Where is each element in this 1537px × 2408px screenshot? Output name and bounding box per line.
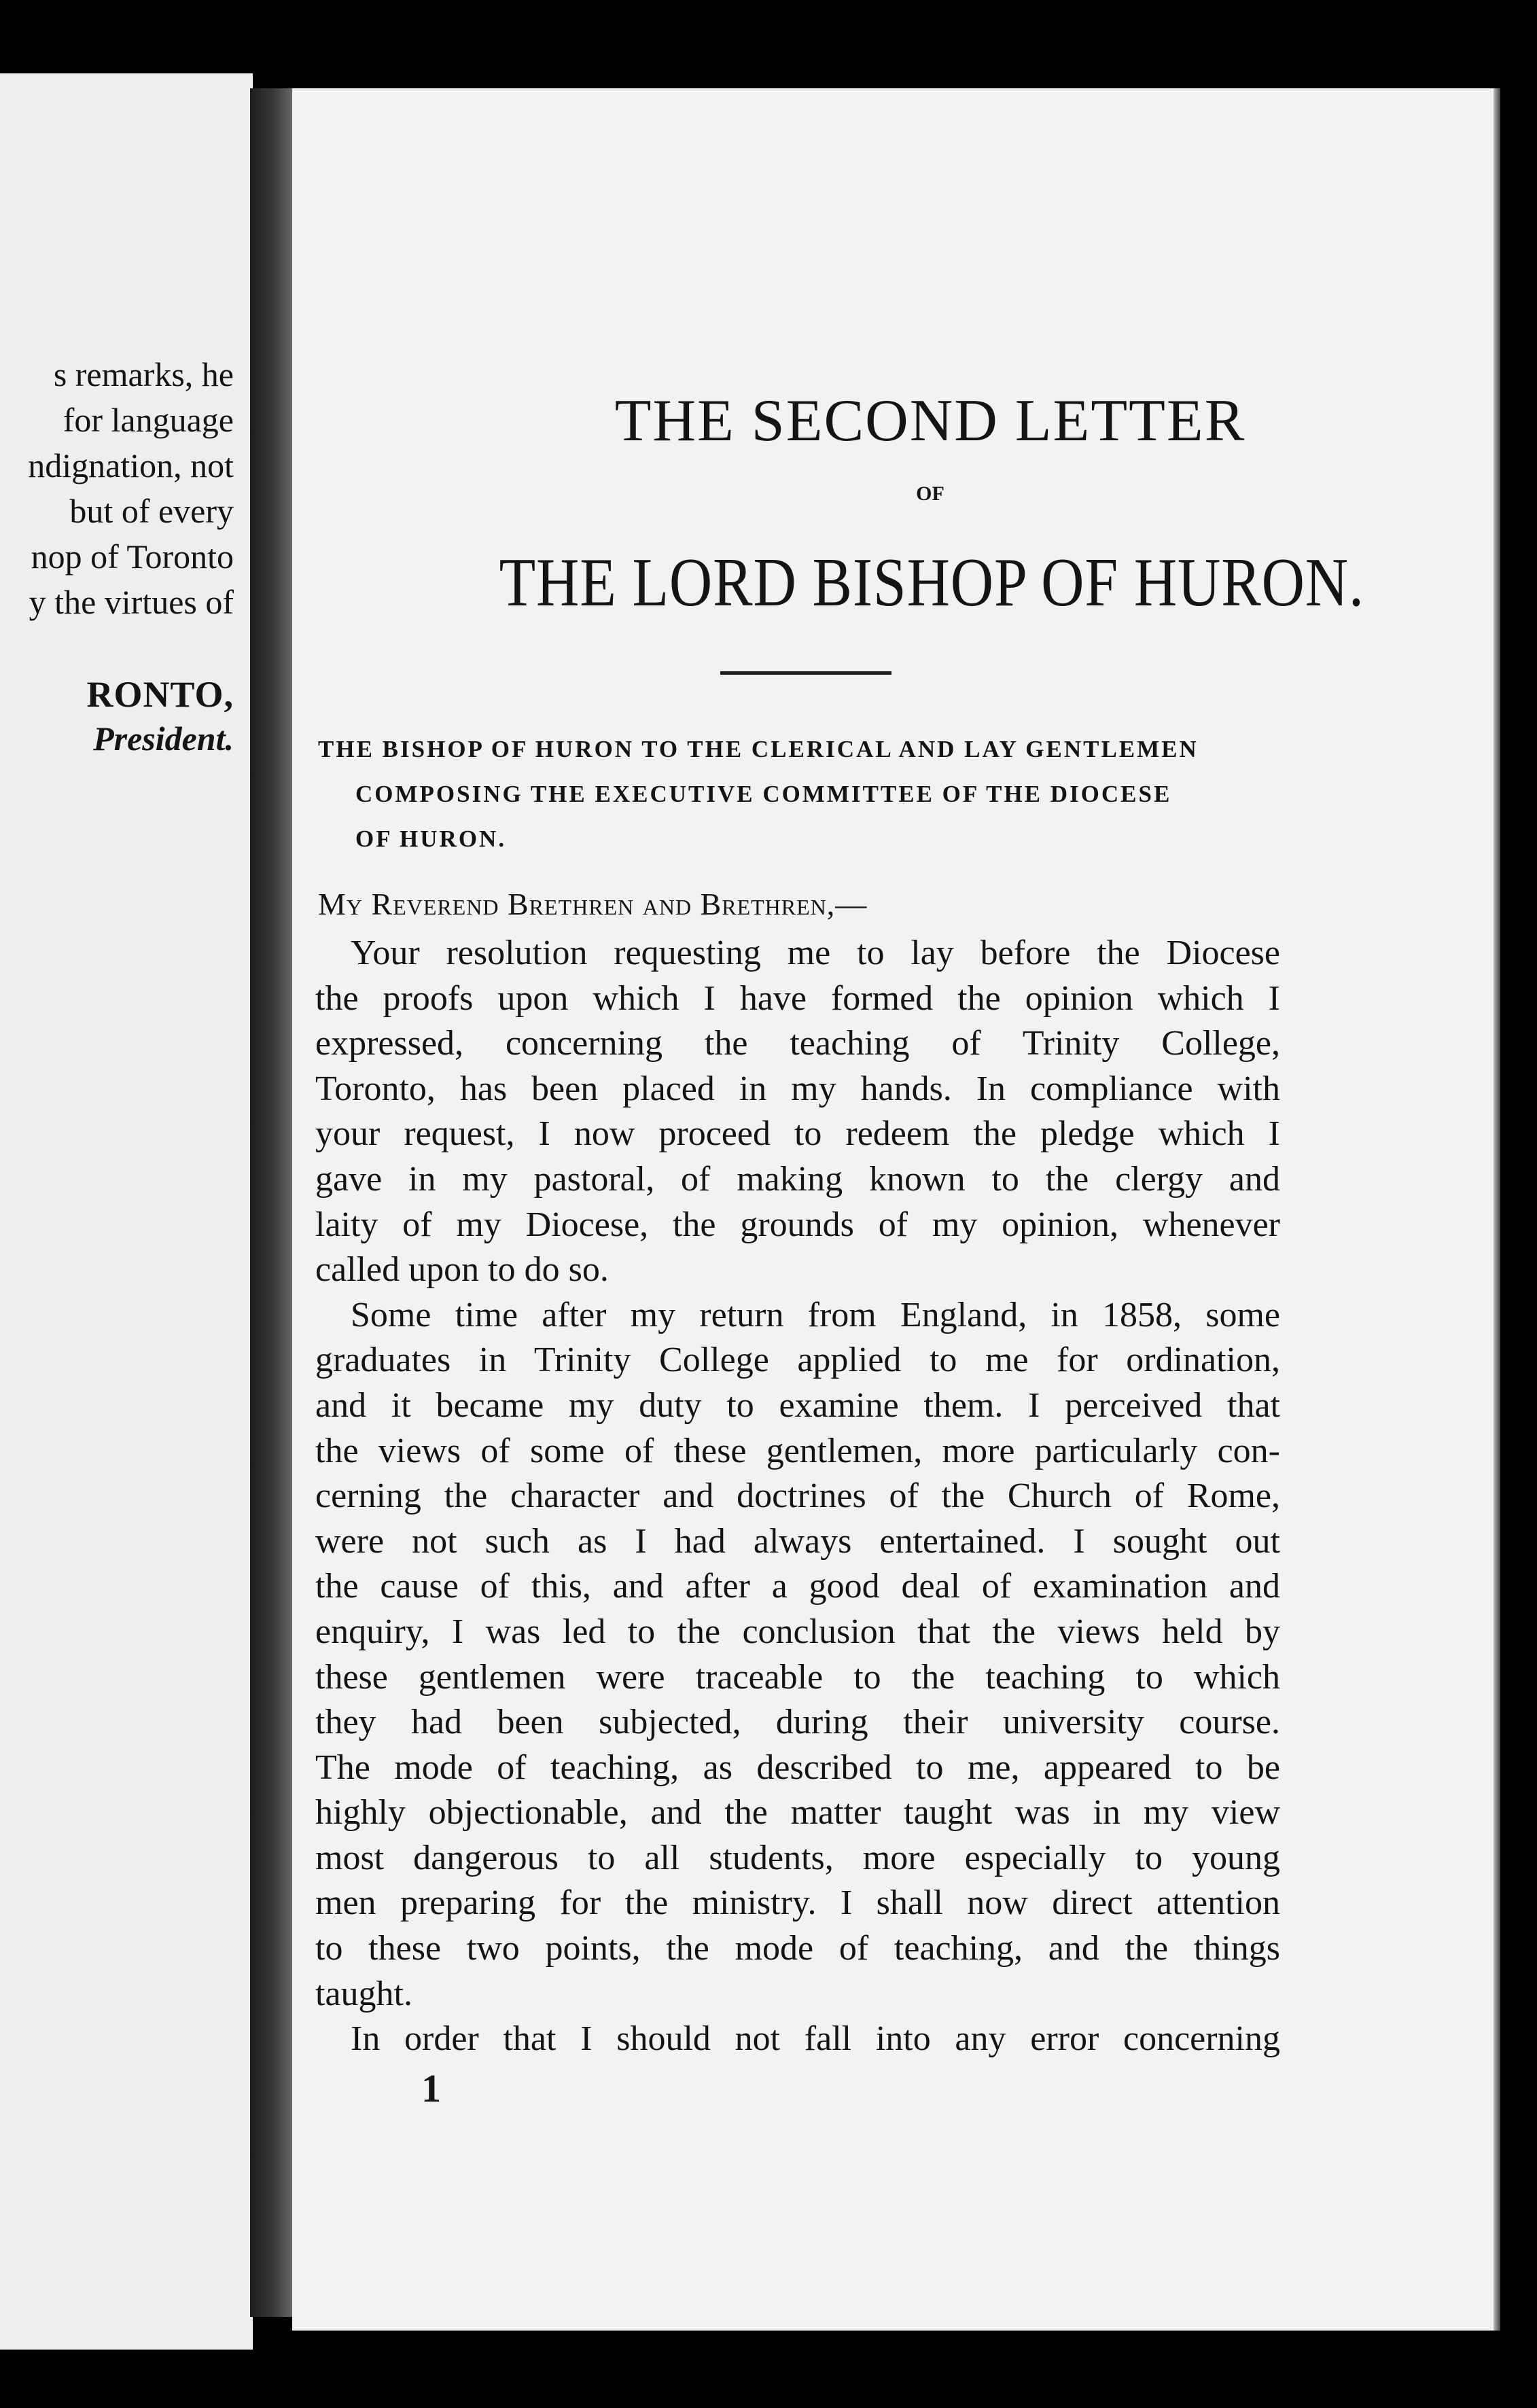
title-divider <box>720 671 891 675</box>
body-line: the proofs upon which I have formed the opinion which I <box>315 978 1280 1018</box>
body-line: gave in my pastoral, of making known to the clergy and <box>315 1159 1280 1199</box>
address-line: THE BISHOP OF HURON TO THE CLERICAL AND LAY GENTLEMEN <box>318 736 1199 762</box>
body-line: laity of my Diocese, the grounds of my opinion, whenever <box>315 1205 1280 1244</box>
body-line: expressed, concerning the teaching of Trinity College, <box>315 1024 1280 1063</box>
body-line: Toronto, has been placed in my hands. In compliance with <box>315 1069 1280 1108</box>
left-page-text <box>28 352 234 625</box>
page-edge <box>1494 88 1500 2331</box>
address-line: COMPOSING THE EXECUTIVE COMMITTEE OF THE DIOCESE <box>355 781 1172 807</box>
left-line: y the virtues of <box>29 583 234 621</box>
salutation: My Reverend Brethren and Brethren,— <box>318 887 868 921</box>
body-line: taught. <box>315 1974 412 2013</box>
body-line: called upon to do so. <box>315 1250 609 1290</box>
left-facing-page <box>0 73 253 2350</box>
body-line: they had been subjected, during their university course. <box>315 1703 1280 1742</box>
left-line: s remarks, he <box>53 355 234 393</box>
letter-body <box>315 931 1280 2062</box>
body-line: enquiry, I was led to the conclusion that the views held by <box>315 1612 1280 1651</box>
left-line: ndignation, not <box>28 446 234 484</box>
body-line: graduates in Trinity College applied to me for ordination, <box>315 1341 1280 1380</box>
body-line: In order that I should not fall into any error concerning <box>351 2019 1280 2059</box>
page-number: 1 <box>421 2066 441 2110</box>
right-page <box>292 88 1494 2331</box>
signature-title: President. <box>93 720 234 758</box>
body-line: men preparing for the ministry. I shall now direct attention <box>315 1883 1280 1923</box>
body-line: Your resolution requesting me to lay before the Diocese <box>351 934 1280 972</box>
body-line: the views of some of these gentlemen, more particularly con- <box>315 1431 1280 1470</box>
title-line-2: THE LORD BISHOP OF HURON. <box>499 544 1364 621</box>
body-line: Some time after my return from England, in 1858, some <box>351 1295 1280 1334</box>
body-line: cerning the character and doctrines of the Church of Rome, <box>315 1476 1280 1516</box>
body-line: most dangerous to all students, more especially to young <box>315 1838 1280 1877</box>
left-line: for language <box>63 401 234 439</box>
title-line-1: THE SECOND LETTER <box>614 388 1246 454</box>
body-line: to these two points, the mode of teaching, and the things <box>315 1929 1280 1968</box>
signature-name: RONTO, <box>86 674 234 715</box>
body-line: and it became my duty to examine them. I perceived that <box>315 1385 1280 1425</box>
left-line: nop of Toronto <box>31 537 234 576</box>
address-line: OF HURON. <box>355 826 507 852</box>
body-line: The mode of teaching, as described to me, appeared to be <box>315 1748 1280 1787</box>
address-block <box>318 727 1283 862</box>
title-of: OF <box>916 482 944 505</box>
body-line: these gentlemen were traceable to the teaching to which <box>315 1657 1280 1697</box>
body-line: the cause of this, and after a good deal of examination and <box>315 1567 1280 1606</box>
left-line: but of every <box>69 492 234 530</box>
body-line: were not such as I had always entertained. I sought out <box>315 1521 1280 1561</box>
body-line: your request, I now proceed to redeem the pledge which I <box>315 1114 1280 1154</box>
left-signature <box>86 671 234 760</box>
body-line: highly objectionable, and the matter taught was in my view <box>315 1793 1280 1832</box>
